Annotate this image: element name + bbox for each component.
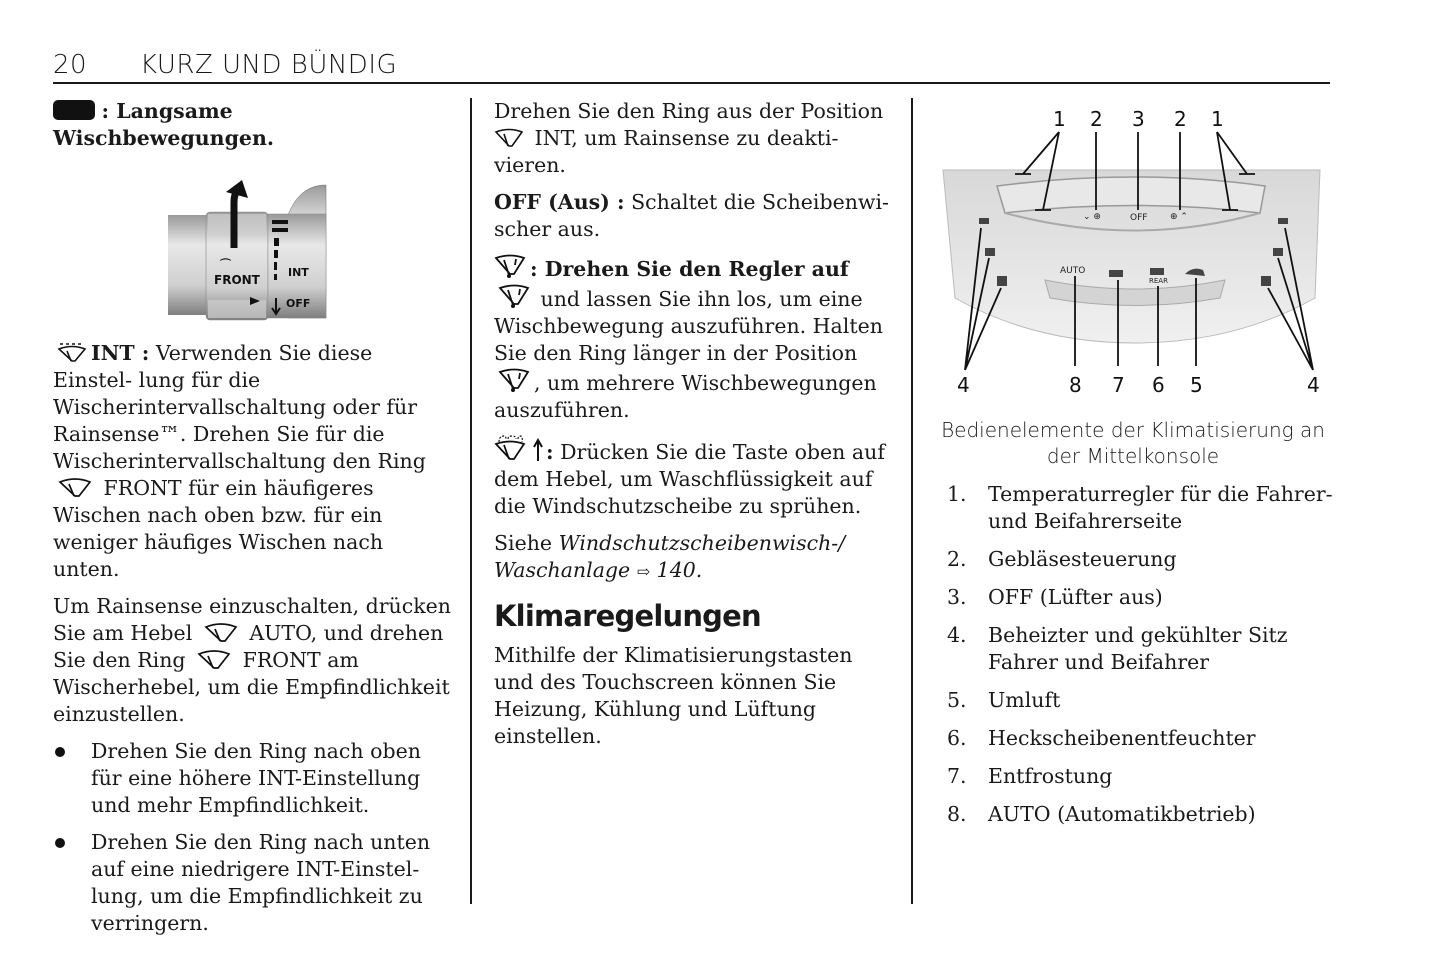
page-arrow-icon: ⇨: [636, 562, 651, 581]
legend-item: [935, 801, 1335, 828]
wiper-slow-key-icon: [53, 100, 95, 120]
mist-text-1: : Drehen Sie den Regler auf: [530, 257, 849, 281]
bullet-text: Drehen Sie den Ring nach oben für eine höhere INT-Einstellung und mehr Empfindlichkeit.: [91, 739, 421, 817]
item-text: Beheizter und gekühlter Sitz Fahrer und Beifahrer: [988, 623, 1288, 674]
column-left: [53, 98, 453, 947]
column-divider: [911, 98, 913, 904]
legend-item: [935, 687, 1335, 714]
wiper-int-icon: [57, 341, 87, 363]
item-text: AUTO (Automatikbetrieb): [988, 802, 1256, 826]
svg-text:⌄ ⊕: ⌄ ⊕: [1083, 212, 1101, 222]
wiper-mist-icon: [498, 367, 530, 393]
arrow-up-icon: [532, 438, 544, 462]
rear-button-label: REAR: [1149, 277, 1168, 285]
rainsense-paragraph: [53, 593, 453, 728]
item-number: 1.: [947, 482, 967, 506]
int-text-rest: lung für die Wischerintervallschaltung oder für Rainsense™. Drehen Sie für die Wischerintervallschaltung den: [53, 368, 418, 473]
link-text: Windschutzscheibenwisch-/ Waschanlage: [494, 531, 846, 582]
callout-8: 8: [1069, 373, 1082, 397]
intro-paragraph: Mithilfe der Klimatisierungstasten und des Touchscreen können Sie Heizung, Kühlung und Lüftung einstellen.: [494, 643, 853, 748]
item-number: 6.: [947, 726, 967, 750]
callout-5: 5: [1190, 373, 1203, 397]
slow-wipe-paragraph: [53, 98, 453, 152]
wiper-front-icon: [196, 648, 232, 670]
wiper-front-icon: [57, 476, 93, 498]
item-number: 8.: [947, 802, 967, 826]
mist-text-3: , um mehrere Wischbewegungen auszuführen.: [494, 371, 877, 422]
rainsense-text-3: FRONT am Wischerhebel, um die Empfindlichkeit einzustellen.: [53, 648, 450, 726]
off-label-text: OFF (Aus) :: [494, 190, 625, 214]
bullet-item: [53, 829, 453, 937]
int-label-text: INT :: [91, 341, 150, 365]
page-number: 20: [53, 50, 88, 80]
int-paragraph: [53, 340, 453, 583]
legend-item: [935, 546, 1335, 573]
off-button-label: OFF: [1130, 213, 1148, 223]
svg-text:⊕ ⌃: ⊕ ⌃: [1170, 212, 1188, 222]
page-header: [53, 48, 1330, 84]
page-ref: 140.: [656, 558, 703, 582]
item-number: 3.: [947, 585, 967, 609]
svg-text:⌒: ⌒: [220, 258, 231, 271]
bullet-dot-icon: [55, 838, 65, 848]
int-text-after: FRONT für ein häufigeres Wischen nach oben bzw. für ein weniger häufiges Wischen nach unten.: [53, 476, 384, 581]
callout-6: 6: [1152, 373, 1165, 397]
legend-item: [935, 481, 1335, 535]
deactivate-text-1: Drehen Sie den Ring aus der Position: [494, 99, 884, 123]
callout-3: 3: [1132, 107, 1145, 131]
rainsense-text-2: AUTO, und drehen Sie den Ring: [53, 621, 444, 672]
off-paragraph: [494, 189, 894, 243]
mist-text-2: und lassen Sie ihn los, um eine Wischbewegung auszuführen. Halten Sie den Ring länger in der Position: [494, 287, 883, 365]
off-label: OFF: [286, 297, 311, 310]
item-number: 7.: [947, 764, 967, 788]
climate-control-figure: [935, 98, 1335, 398]
column-middle: [494, 98, 894, 760]
see-reference: [494, 530, 894, 585]
item-text: Entfrostung: [988, 764, 1113, 788]
wiper-mist-icon: [498, 283, 530, 309]
callout-2-left: 2: [1090, 107, 1103, 131]
see-prefix: Siehe: [494, 531, 553, 555]
legend-list: [935, 481, 1335, 828]
off-text: Schaltet die Scheibenwischer aus.: [494, 190, 889, 241]
washer-spray-icon: [494, 434, 526, 462]
column-divider: [470, 98, 472, 904]
ring-text: Ring: [377, 449, 426, 473]
auto-button-label: AUTO: [1060, 266, 1086, 276]
int-text: Verwenden Sie diese Einstel-: [53, 341, 373, 392]
item-number: 2.: [947, 547, 967, 571]
wiper-auto-icon: [203, 621, 239, 643]
bullet-dot-icon: [55, 747, 65, 757]
rainsense-text-1: Um Rainsense einzuschalten, drücken Sie am Hebel: [53, 594, 451, 645]
bullet-item: [53, 738, 453, 819]
callout-1-left: 1: [1053, 107, 1066, 131]
item-text: Umluft: [988, 688, 1061, 712]
wiper-int-icon: [494, 126, 524, 148]
deactivate-text-2: INT, um Rainsense zu deaktivieren.: [494, 126, 839, 177]
column-right: [935, 98, 1335, 839]
callout-2-right: 2: [1174, 107, 1187, 131]
item-text: Gebläsesteuerung: [988, 547, 1177, 571]
callout-4-right: 4: [1307, 373, 1320, 397]
slow-wipe-text: : Langsame Wischbewegungen.: [53, 99, 275, 150]
callout-4-left: 4: [957, 373, 970, 397]
int-label: INT: [288, 266, 309, 279]
bullet-list: [53, 738, 453, 937]
legend-item: [935, 725, 1335, 752]
washer-text: Drücken Sie die Taste oben auf dem Hebel, um Waschflüssigkeit auf die Windschutzscheibe zu sprühen.: [494, 440, 885, 518]
item-number: 5.: [947, 688, 967, 712]
mist-paragraph: [494, 253, 894, 424]
item-text: OFF (Lüfter aus): [988, 585, 1163, 609]
legend-item: [935, 584, 1335, 611]
deactivate-paragraph: [494, 98, 894, 179]
wiper-mist-icon: [494, 253, 526, 279]
section-title: KURZ UND BÜNDIG: [140, 50, 398, 80]
callout-7: 7: [1112, 373, 1125, 397]
front-label: FRONT: [214, 273, 260, 287]
legend-item: [935, 763, 1335, 790]
washer-paragraph: [494, 434, 894, 520]
legend-item: [935, 622, 1335, 676]
section-heading: Klimaregelungen: [494, 599, 761, 633]
washer-label: :: [546, 440, 554, 464]
figure-caption: Bedienelemente der Klimatisierung an der Mittelkonsole: [941, 418, 1325, 468]
item-text: Heckscheibenentfeuchter: [988, 726, 1256, 750]
item-number: 4.: [947, 623, 967, 647]
callout-1-right: 1: [1211, 107, 1224, 131]
item-text: Temperaturregler für die Fahrer- und Beifahrerseite: [988, 482, 1333, 533]
wiper-lever-figure: [168, 180, 328, 325]
bullet-text: Drehen Sie den Ring nach unten auf eine niedrigere INT-Einstellung, um die Empfindlichkeit zu verringern.: [91, 830, 431, 935]
